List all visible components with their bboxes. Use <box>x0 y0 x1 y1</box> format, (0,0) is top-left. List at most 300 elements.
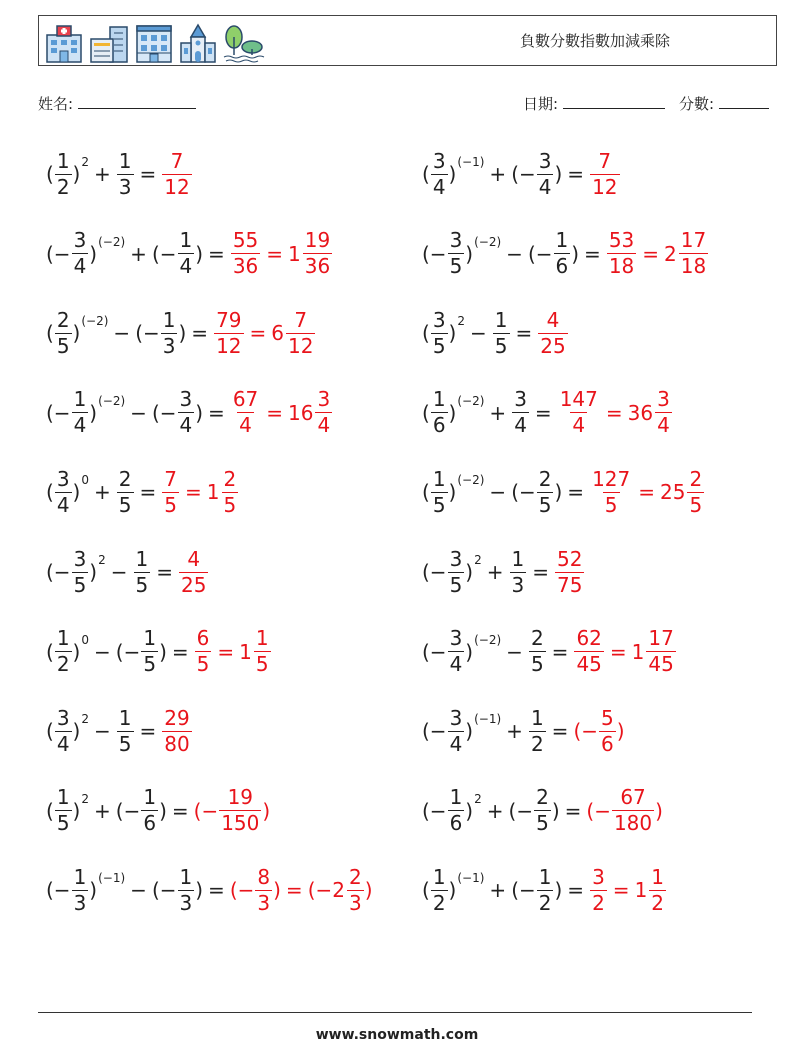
operator: = <box>208 241 225 266</box>
numerator: 3 <box>449 705 463 730</box>
parenthesis: (− <box>307 878 333 903</box>
exponent: (−1) <box>474 712 502 727</box>
denominator: 5 <box>164 492 177 517</box>
parenthesis: ( <box>422 162 430 186</box>
denominator: 25 <box>181 572 207 597</box>
denominator: 4 <box>56 492 70 517</box>
footer-url: www.snowmath.com <box>315 1027 479 1043</box>
denominator: 36 <box>304 254 331 279</box>
parenthesis: ) <box>465 241 474 266</box>
whole-number: 2 <box>664 241 677 266</box>
whole-number: 2 <box>332 878 345 903</box>
operator: − <box>506 639 523 664</box>
operator: = <box>551 719 569 744</box>
fraction <box>117 149 134 200</box>
parenthesis: ) <box>448 400 457 425</box>
denominator: 3 <box>73 890 87 915</box>
numerator: 7 <box>164 466 177 491</box>
answer <box>230 387 333 438</box>
numerator: 3 <box>432 148 446 173</box>
parenthesis: ( <box>46 321 54 346</box>
answer <box>161 706 192 757</box>
parenthesis: ) <box>72 719 81 744</box>
exponent: 2 <box>457 314 465 329</box>
fraction <box>72 228 89 279</box>
numerator: 2 <box>223 466 237 491</box>
fraction <box>448 626 465 677</box>
numerator: 1 <box>73 864 87 889</box>
date-field <box>523 93 665 114</box>
denominator: 5 <box>135 572 149 597</box>
parenthesis: (− <box>508 798 534 823</box>
denominator: 5 <box>449 254 463 279</box>
operator: + <box>489 878 507 903</box>
parenthesis: ) <box>554 878 563 903</box>
parenthesis: ( <box>422 321 430 346</box>
numerator: 147 <box>559 387 598 412</box>
numerator: 1 <box>494 307 508 332</box>
operator: = <box>567 162 585 186</box>
denominator: 5 <box>56 333 70 358</box>
numerator: 4 <box>546 307 560 332</box>
denominator: 5 <box>56 811 70 836</box>
fraction <box>431 387 448 438</box>
answer <box>178 547 209 598</box>
operator: = <box>638 480 656 505</box>
parenthesis: ) <box>465 639 474 664</box>
parenthesis: ) <box>72 321 81 346</box>
parenthesis: ) <box>448 878 457 903</box>
denominator: 2 <box>56 652 70 677</box>
denominator: 4 <box>449 731 463 756</box>
fraction <box>534 785 551 836</box>
operator: − <box>94 639 111 664</box>
denominator: 2 <box>651 890 665 915</box>
operator: = <box>139 480 157 505</box>
fraction <box>555 547 584 598</box>
parenthesis: ( <box>46 719 54 744</box>
parenthesis: ) <box>72 162 81 186</box>
operator: = <box>266 400 284 425</box>
parenthesis: (− <box>135 321 160 346</box>
denominator: 45 <box>576 652 602 677</box>
fraction <box>178 387 195 438</box>
numerator: 6 <box>196 626 210 651</box>
numerator: 5 <box>601 705 614 730</box>
numerator: 67 <box>232 387 259 412</box>
numerator: 3 <box>449 228 463 253</box>
fraction <box>315 387 332 438</box>
operator: = <box>609 639 627 664</box>
operator: = <box>171 798 189 823</box>
numerator: 1 <box>255 626 269 651</box>
denominator: 3 <box>162 333 176 358</box>
fraction <box>529 626 546 677</box>
date-blank[interactable] <box>563 94 665 109</box>
whole-number: 25 <box>660 480 686 505</box>
parenthesis: ) <box>178 321 187 346</box>
operator: = <box>217 639 235 664</box>
denominator: 4 <box>179 254 193 279</box>
denominator: 6 <box>601 731 614 756</box>
park-trees-icon <box>222 23 266 63</box>
denominator: 2 <box>592 890 605 915</box>
denominator: 3 <box>511 572 525 597</box>
parenthesis: (− <box>46 241 71 266</box>
fraction <box>162 467 179 518</box>
parenthesis: ( <box>46 798 54 823</box>
answer <box>161 467 239 518</box>
fraction <box>431 467 448 518</box>
operator: = <box>564 798 582 823</box>
parenthesis: ) <box>364 878 373 903</box>
fraction <box>448 785 465 836</box>
header-icons <box>44 19 266 63</box>
problem-10 <box>422 460 705 524</box>
numerator: 7 <box>294 307 308 332</box>
numerator: 17 <box>648 626 674 651</box>
denominator: 5 <box>494 333 508 358</box>
whole-number: 16 <box>288 400 314 425</box>
exponent: (−2) <box>98 393 126 408</box>
office-building-icon <box>88 23 130 63</box>
whole-number: 1 <box>206 480 220 505</box>
denominator: 36 <box>232 254 259 279</box>
fraction <box>134 547 151 598</box>
whole-number: 1 <box>239 639 252 664</box>
denominator: 12 <box>288 333 314 358</box>
answer <box>573 706 624 757</box>
numerator: 2 <box>538 466 552 491</box>
fraction <box>178 865 195 916</box>
answer <box>537 308 568 359</box>
denominator: 180 <box>613 811 653 836</box>
numerator: 1 <box>432 466 446 491</box>
problem-3 <box>46 222 333 286</box>
numerator: 53 <box>608 228 635 253</box>
numerator: 1 <box>118 705 132 730</box>
fraction <box>162 149 191 200</box>
numerator: 19 <box>227 785 254 810</box>
operator: = <box>208 878 225 903</box>
exponent: 2 <box>474 553 482 567</box>
exponent: (−2) <box>474 234 502 249</box>
parenthesis: (− <box>511 480 536 505</box>
fraction <box>117 706 134 757</box>
exponent: 2 <box>81 712 89 727</box>
parenthesis: (− <box>422 639 447 664</box>
parenthesis: (− <box>115 798 141 823</box>
fraction <box>529 706 546 757</box>
parenthesis: (− <box>527 241 553 266</box>
operator: + <box>506 719 523 744</box>
problem-15 <box>46 699 193 763</box>
operator: = <box>156 560 174 584</box>
operator: + <box>486 798 504 823</box>
denominator: 3 <box>118 174 132 199</box>
numerator: 67 <box>620 785 646 810</box>
numerator: 3 <box>538 148 552 173</box>
parenthesis: (− <box>511 878 536 903</box>
problem-14 <box>422 620 677 684</box>
parenthesis: ) <box>89 878 98 903</box>
numerator: 2 <box>348 864 362 889</box>
exponent: (−2) <box>98 234 126 249</box>
numerator: 127 <box>592 466 631 491</box>
parenthesis: ) <box>72 480 81 505</box>
denominator: 5 <box>432 492 446 517</box>
denominator: 6 <box>449 811 463 836</box>
numerator: 1 <box>530 705 544 730</box>
denominator: 6 <box>432 413 446 438</box>
exponent: (−1) <box>98 871 126 886</box>
denominator: 18 <box>680 254 707 279</box>
fraction <box>512 387 529 438</box>
problem-4 <box>422 222 709 286</box>
answer <box>589 149 620 200</box>
fraction <box>55 785 72 836</box>
answer <box>554 547 585 598</box>
exponent: 2 <box>81 791 89 806</box>
parenthesis: (− <box>151 878 177 903</box>
operator: + <box>489 400 507 425</box>
fraction <box>448 547 465 598</box>
fraction <box>286 308 315 359</box>
problem-1 <box>46 142 193 206</box>
denominator: 45 <box>648 652 674 677</box>
numerator: 3 <box>432 307 446 332</box>
problem-18 <box>422 779 663 843</box>
parenthesis: (− <box>573 719 598 744</box>
fraction <box>55 626 72 677</box>
parenthesis: ) <box>465 719 474 744</box>
numerator: 1 <box>651 864 665 889</box>
denominator: 5 <box>689 492 703 517</box>
operator: + <box>489 162 507 186</box>
exponent: (−2) <box>474 632 502 647</box>
answer <box>606 228 709 279</box>
fraction <box>590 467 632 518</box>
problem-12 <box>422 540 585 604</box>
fraction <box>493 308 510 359</box>
denominator: 5 <box>73 572 87 597</box>
numerator: 1 <box>179 864 193 889</box>
numerator: 1 <box>56 785 70 810</box>
denominator: 4 <box>449 652 463 677</box>
numerator: 2 <box>118 466 132 491</box>
denominator: 6 <box>555 254 569 279</box>
fraction <box>231 228 260 279</box>
numerator: 1 <box>538 864 552 889</box>
exponent: (−1) <box>457 871 485 886</box>
fraction <box>431 308 448 359</box>
parenthesis: (− <box>422 798 447 823</box>
denominator: 5 <box>604 492 618 517</box>
fraction <box>599 706 616 757</box>
fraction <box>72 387 89 438</box>
numerator: 3 <box>657 387 670 412</box>
exponent: 2 <box>81 155 89 169</box>
denominator: 5 <box>118 492 132 517</box>
operator: = <box>191 321 209 346</box>
numerator: 2 <box>536 785 549 810</box>
operator: = <box>515 321 533 346</box>
fraction <box>141 626 158 677</box>
answer <box>573 626 676 677</box>
fraction <box>431 865 448 916</box>
problem-13 <box>46 620 272 684</box>
numerator: 2 <box>689 466 703 491</box>
problem-9 <box>46 460 239 524</box>
operator: = <box>208 400 225 425</box>
parenthesis: ) <box>465 560 474 584</box>
denominator: 25 <box>540 333 566 358</box>
problem-6 <box>422 301 569 365</box>
numerator: 3 <box>56 466 70 491</box>
parenthesis: ) <box>195 878 204 903</box>
fraction <box>537 467 554 518</box>
problem-8 <box>422 381 673 445</box>
fraction <box>141 785 158 836</box>
exponent: 0 <box>81 473 89 488</box>
fraction <box>679 228 708 279</box>
numerator: 3 <box>179 387 193 412</box>
denominator: 4 <box>239 413 252 438</box>
fraction <box>554 228 571 279</box>
numerator: 2 <box>56 307 70 332</box>
denominator: 2 <box>56 174 70 199</box>
parenthesis: ( <box>422 878 430 903</box>
problem-20 <box>422 858 667 922</box>
fraction <box>590 149 619 200</box>
answer <box>586 785 663 836</box>
fraction <box>590 865 607 916</box>
whole-number: 1 <box>634 878 648 903</box>
name-blank[interactable] <box>78 94 196 109</box>
denominator: 150 <box>221 811 260 836</box>
operator: = <box>266 241 284 266</box>
operator: = <box>567 878 585 903</box>
exponent: 2 <box>98 553 106 567</box>
answer <box>589 865 667 916</box>
denominator: 4 <box>514 413 527 438</box>
denominator: 4 <box>317 413 331 438</box>
worksheet-header <box>38 15 777 66</box>
fraction <box>537 149 554 200</box>
operator: = <box>534 400 552 425</box>
fraction <box>538 308 567 359</box>
exponent: (−1) <box>457 155 485 169</box>
fraction <box>195 626 212 677</box>
denominator: 5 <box>196 652 210 677</box>
denominator: 4 <box>572 413 586 438</box>
whole-number: 1 <box>288 241 301 266</box>
parenthesis: ) <box>448 480 457 505</box>
parenthesis: (− <box>422 560 447 584</box>
numerator: 3 <box>73 228 87 253</box>
numerator: 1 <box>118 148 132 173</box>
denominator: 5 <box>143 652 157 677</box>
denominator: 5 <box>530 652 544 677</box>
operator: = <box>185 480 202 505</box>
numerator: 1 <box>135 546 149 571</box>
operator: = <box>612 878 630 903</box>
exponent: (−2) <box>457 393 485 408</box>
fraction <box>510 547 527 598</box>
apartment-building-icon <box>134 23 174 63</box>
parenthesis: (− <box>151 400 177 425</box>
answer <box>557 387 673 438</box>
hospital-icon <box>44 23 84 63</box>
fraction <box>649 865 666 916</box>
parenthesis: (− <box>151 241 177 266</box>
parenthesis: ( <box>46 639 54 664</box>
denominator: 5 <box>223 492 237 517</box>
fraction <box>612 785 654 836</box>
denominator: 3 <box>257 890 271 915</box>
parenthesis: ) <box>571 241 580 266</box>
denominator: 2 <box>538 890 552 915</box>
operator: = <box>139 162 157 186</box>
parenthesis: ) <box>159 798 167 823</box>
numerator: 1 <box>73 387 87 412</box>
numerator: 1 <box>56 148 70 173</box>
parenthesis: ) <box>159 639 167 664</box>
fraction <box>219 785 261 836</box>
answer <box>589 467 705 518</box>
problem-17 <box>46 779 270 843</box>
denominator: 4 <box>56 731 70 756</box>
denominator: 4 <box>538 174 552 199</box>
fraction <box>55 149 72 200</box>
fraction <box>55 308 72 359</box>
exponent: (−2) <box>81 314 109 329</box>
answer <box>213 308 316 359</box>
numerator: 1 <box>56 626 70 651</box>
numerator: 3 <box>449 626 463 651</box>
fraction <box>607 228 636 279</box>
whole-number: 6 <box>271 321 285 346</box>
parenthesis: (− <box>422 241 447 266</box>
numerator: 1 <box>432 387 446 412</box>
score-blank[interactable] <box>719 94 769 109</box>
parenthesis: ) <box>72 639 81 664</box>
operator: = <box>584 241 601 266</box>
fraction <box>231 387 260 438</box>
whole-number: 36 <box>627 400 654 425</box>
fraction <box>448 228 465 279</box>
date-label: 日期: <box>523 95 559 113</box>
parenthesis: (− <box>193 798 219 823</box>
numerator: 52 <box>557 546 583 571</box>
denominator: 12 <box>164 174 190 199</box>
parenthesis: ) <box>655 798 663 823</box>
name-field <box>38 93 196 114</box>
footer-divider <box>38 1012 752 1013</box>
operator: = <box>642 241 660 266</box>
fraction <box>574 626 603 677</box>
operator: = <box>532 560 550 584</box>
numerator: 62 <box>576 626 602 651</box>
numerator: 1 <box>143 785 157 810</box>
denominator: 5 <box>432 333 446 358</box>
fraction <box>255 865 272 916</box>
parenthesis: ) <box>273 878 281 903</box>
numerator: 79 <box>216 307 242 332</box>
operator: − <box>470 321 487 346</box>
parenthesis: ) <box>554 480 563 505</box>
parenthesis: (− <box>46 560 71 584</box>
